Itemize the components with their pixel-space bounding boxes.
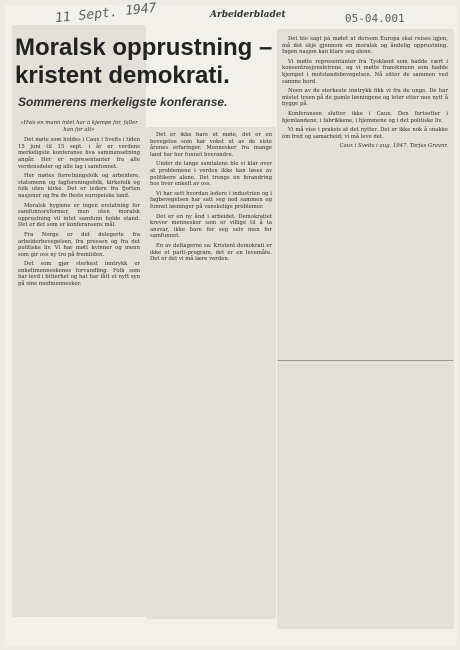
paragraph: Konferansen slutter ikke i Caux. Den fortsetter i hjemlandene, i fabrikkene, i hjemmene og i det politiske liv.	[282, 110, 448, 124]
paragraph: Fra Norge er det delegerte fra arbeiderbevegelsen, fra pressen og fra det politiske liv. Vi har møtt kvinner og menn som gir oss ny tro på fremtiden.	[18, 231, 140, 258]
newspaper-name: Arbeiderbladet	[210, 10, 286, 20]
paragraph: Det møte som holdes i Caux i Sveits i tiden 15 juni til 15 sept. i år er verdens merkeligste konferanse hva sammensetning angår. Her er representanter fra alle verdensdeler og alle lag i samfunnet.	[18, 137, 140, 170]
paragraph: Vi må vise i praksis at det nytter. Det er ikke nok å snakke om fred og samarbeid; vi må leve det.	[282, 127, 448, 140]
paragraph: Det er en ny ånd i arbeidet. Demokratiet krever mennesker som er villige til å ta ansvar, ikke bare for seg selv men for samfunnet.	[150, 213, 272, 240]
article-column-left	[18, 120, 140, 610]
paragraph: Vi har sett hvordan ledere i industrien og i fagbevegelsen har satt seg ned sammen og funnet løsninger på vanskelige problemer.	[150, 190, 272, 210]
paragraph: Det er ikke bare et møte, det er en bevegelse som har vokst ut av de siste årenes erfaringer. Mennesker fra mange land har her funnet hverandre.	[150, 132, 272, 158]
article-subheadline: Sommerens merkeligste konferanse.	[18, 95, 228, 109]
article-dateline	[282, 143, 448, 150]
author-name: Torjus Gravnr.	[409, 143, 448, 150]
paragraph: Moralsk hygiene er ingen erstatning for samfunnsreformer, men uten moralsk opprustning vil intet samfunn holde stand. Det er det som er konferansens mål.	[18, 202, 140, 229]
article-column-right	[282, 36, 448, 622]
closing-place-date: Caux i Sveits i aug. 1947.	[339, 143, 409, 150]
intro-quote: «Hvis en mann intet har å kjempe for, faller han for alt»	[20, 120, 138, 133]
paragraph: En av deltagerne sa: Kristent demokrati er ikke et parti-program, det er en levemåte. Det er det vi må lære verden.	[150, 242, 272, 263]
paragraph: Her møtes forretningsfolk og arbeidere, statsmenn og fagforeningsfolk, kirkefolk og folk uten kirke. Det er ledere fra fjorten nasjoner og fra de fleste europeiske land.	[18, 173, 140, 199]
article-column-middle	[150, 132, 272, 614]
handwritten-date: 11 Sept. 1947	[54, 0, 158, 27]
article-headline: Moralsk opprustning – kristent demokrati.	[15, 34, 273, 89]
paragraph: Noen av de sterkeste inntrykk fikk vi fra de unge. De har mistet troen på de gamle løsningene og leter etter noe nytt å bygge på.	[282, 88, 448, 108]
paragraph: Vi møtte representanter fra Tyskland som hadde vært i konsentrasjonsleirene, og vi møtte franskmenn som hadde kjempet i motstandsbevegelsen. Nå sitter de sammen ved samme bord.	[282, 58, 448, 85]
paragraph: Det som gjør sterkest inntrykk er enkeltmenneskenes forvandling. Folk som har levd i bitterhet og hat har fått et nytt syn på sine medmennesker.	[18, 261, 140, 288]
paragraph: Det ble sagt på møtet at dersom Europa skal reises igjen, må det skje gjennom en moralsk og åndelig opprustning. Ingen nasjon kan klare seg alene.	[282, 36, 448, 56]
paragraph: Under de lange samtalene ble vi klar over at problemene i verden ikke kan løses av politikere alene. Det trengs en forandring hos hver enkelt av oss.	[150, 161, 272, 188]
archive-code: 05-04.001	[345, 12, 405, 25]
